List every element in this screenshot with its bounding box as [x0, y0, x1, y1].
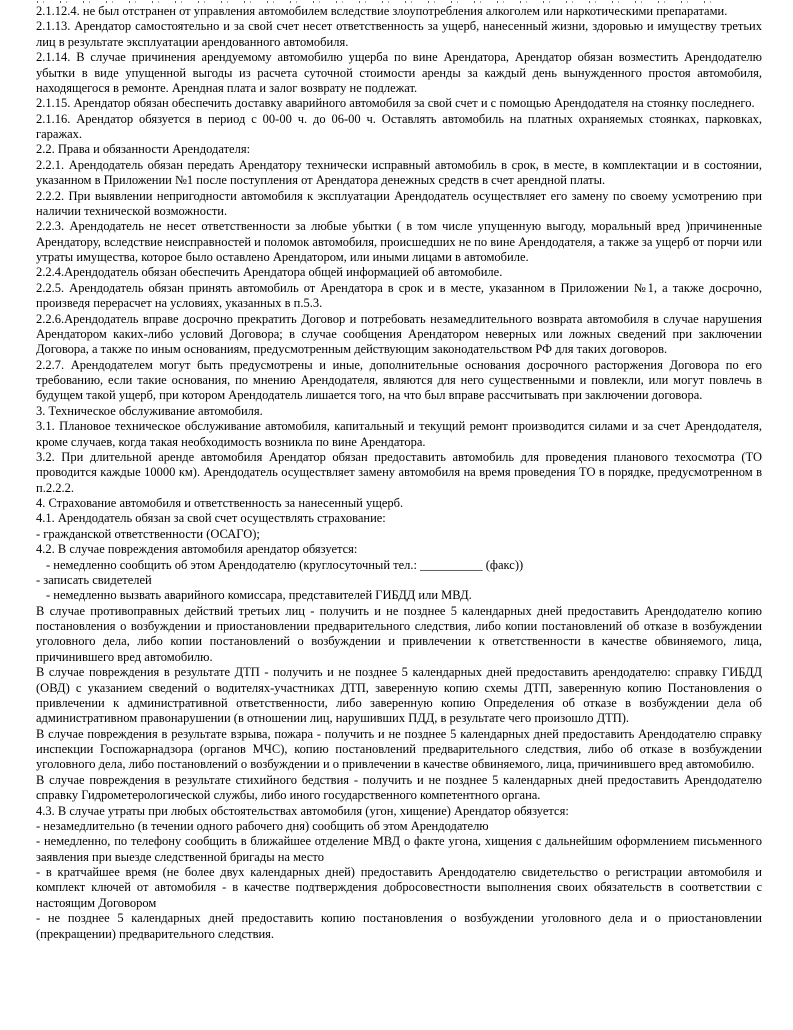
document-paragraph: В случае повреждения в результате стихийного бедствия - получить и не позднее 5 календарных дней предоставить Арендодателю справку Гидрометерологической службы, либо иного государственного компетентного органа.	[36, 772, 762, 803]
document-paragraph: - записать свидетелей	[36, 572, 152, 587]
document-paragraph: 2.1.13. Арендатор самостоятельно и за свой счет несет ответственность за ущерб, нанесенный жизни, здоровью и имуществу третьих лиц в результате эксплуатации арендованного автомобиля.	[36, 19, 762, 49]
document-paragraph: В случае повреждения в результате взрыва, пожара - получить и не позднее 5 календарных дней предоставить Арендодателю справку инспекции Госпожарнадзора (органов МЧС), копию постановлений предварительного следствия, либо об отказе в возбуждении уголовного дела, либо постановлений о возбуждении и о привлечении в качестве обвиняемого, лица, причинившего вред автомобилю.	[36, 726, 762, 772]
document-paragraph: - немедленно вызвать аварийного комиссара, представителей ГИБДД или МВД.	[46, 588, 472, 603]
document-paragraph: 2.1.12.4. не был отстранен от управления автомобилем вследствие злоупотребления алкоголем или наркотическими препаратами.	[36, 4, 728, 18]
document-paragraph: 2.2.5. Арендодатель обязан принять автомобиль от Арендатора в срок и в месте, указанном в Приложении №1, а также досрочно, произведя перерасчет на условиях, указанных в п.5.3.	[36, 280, 762, 311]
document-paragraph: 4.3. В случае утраты при любых обстоятельствах автомобиля (угон, хищение) Арендатор обязуется:	[36, 803, 569, 818]
document-paragraph: - не позднее 5 календарных дней предоставить копию постановления о возбуждении уголовного дела и о приостановлении (прекращении) предварительного следствия.	[36, 911, 762, 941]
document-paragraph: В случае повреждения в результате ДТП - получить и не позднее 5 календарных дней предоставить арендодателю: справку ГИБДД (ОВД) с указанием сведений о водителях-участниках ДТП, заверенную копию схемы ДТП, заверенную копию Постановления о привлечении к административной ответственности, либо заверенную копию Определения об отказе в возбуждении дела об административном правонарушении (в отношении лиц, нарушивших ПДД, в результате чего произошло ДТП).	[36, 665, 762, 726]
document-paragraph: - немедленно, по телефону сообщить в ближайшее отделение МВД о факте угона, хищения с дальнейшим оформлением письменного заявления при выезде следственной бригады на место	[36, 834, 762, 864]
document-paragraph: 3. Техническое обслуживание автомобиля.	[36, 403, 263, 418]
document-paragraph: - гражданской ответственности (ОСАГО);	[36, 526, 260, 541]
document-body	[36, 4, 762, 942]
document-paragraph: 2.2. Права и обязанности Арендодателя:	[36, 142, 251, 157]
document-paragraph: 3.1. Плановое техническое обслуживание автомобиля, капитальный и текущий ремонт производится силами и за счет Арендодателя, кроме случаев, когда такая необходимость возникла по вине Арендатора.	[36, 419, 762, 449]
document-paragraph: 2.2.3. Арендодатель не несет ответственности за любые убытки ( в том числе упущенную выгоду, моральный вред )причиненные Арендатору, вследствие неисправностей и поломок автомобиля, происшедших не по вине Арендодателя, а также за ущерб от порчи или утраты имущества, которое было оставлено Арендатором, или иными лицами в автомобиле.	[36, 219, 762, 264]
document-paragraph: - немедленно сообщить об этом Арендодателю (круглосуточный тел.: __________ (факс))	[46, 557, 524, 572]
document-paragraph: 2.2.7. Арендодателем могут быть предусмотрены и иные, дополнительные основания досрочного расторжения Договора по его требованию, если такие основания, по мнению Арендодателя, являются для него существенными и повлекли, или могут повлечь в будущем такой ущерб, при котором Арендодатель лишается того, на что был вправе рассчитывать при заключении договора.	[36, 357, 762, 403]
document-paragraph: 2.2.4.Арендодатель обязан обеспечить Арендатора общей информацией об автомобиле.	[36, 265, 503, 280]
document-paragraph: 2.1.16. Арендатор обязуется в период с 00-00 ч. до 06-00 ч. Оставлять автомобиль на платных охраняемых стоянках, парковках, гаражах.	[36, 111, 762, 141]
document-paragraph: 2.2.2. При выявлении непригодности автомобиля к эксплуатации Арендодатель осуществляет его замену по своему усмотрению при наличии технической возможности.	[36, 188, 762, 218]
document-paragraph: - в кратчайшее время (не более двух календарных дней) предоставить Арендодателю свидетельство о регистрации автомобиля и комплект ключей от автомобиля - в качестве подтверждения добросовестности выполнения своих обязательств в соответствии с настоящим Договором	[36, 865, 762, 910]
document-paragraph: 4. Страхование автомобиля и ответственность за нанесенный ущерб.	[36, 496, 404, 510]
document-paragraph: 2.2.6.Арендодатель вправе досрочно прекратить Договор и потребовать незамедлительного возврата автомобиля в случае нарушения Арендатором каких-либо условий Договора; в случае сообщения Арендатором неверных или ложных сведений при заключении Договора, а также по иным основаниям, предусмотренным действующим законодательством РФ для таких договоров.	[36, 311, 762, 357]
document-paragraph: В случае противоправных действий третьих лиц - получить и не позднее 5 календарных дней предоставить Арендодателю копию постановления о возбуждении и приостановлении предварительного следствия, либо копии постановлений об отказе в возбуждении уголовного дела, либо копии постановлений о возбуждении и привлечении к ответственности в качестве обвиняемого, лица, причинившего вред автомобилю.	[36, 603, 762, 664]
document-paragraph: 2.1.15. Арендатор обязан обеспечить доставку аварийного автомобиля за свой счет и с помощью Арендодателя на стоянку последнего.	[36, 96, 755, 111]
document-paragraph: 4.1. Арендодатель обязан за свой счет осуществлять страхование:	[36, 511, 386, 526]
document-paragraph: 3.2. При длительной аренде автомобиля Арендатор обязан предоставить автомобиль для проведения планового техосмотра (ТО проводится каждые 10000 км). Арендодатель осуществляет замену автомобиля на время проведения ТО в порядке, предусмотренном в п.2.2.2.	[36, 449, 762, 495]
document-paragraph: - незамедлительно (в течении одного рабочего дня) сообщить об этом Арендодателю	[36, 818, 489, 833]
document-paragraph: 2.1.14. В случае причинения арендуемому автомобилю ущерба по вине Арендатора, Арендатор обязан возместить Арендодателю убытки в виде упущенной выгоды из расчета суточной стоимости аренды за каждый день вынужденного простоя автомобиля, находящегося в ремонте. Арендная плата и залог возврату не подлежат.	[36, 50, 762, 95]
document-paragraph: 2.2.1. Арендодатель обязан передать Арендатору технически исправный автомобиль в срок, в месте, в комплектации и в состоянии, указанном в Приложении №1 после поступления от Арендатора денежных средств в счет арендной платы.	[36, 157, 762, 188]
document-paragraph: 4.2. В случае повреждения автомобиля арендатор обязуется:	[36, 542, 358, 557]
